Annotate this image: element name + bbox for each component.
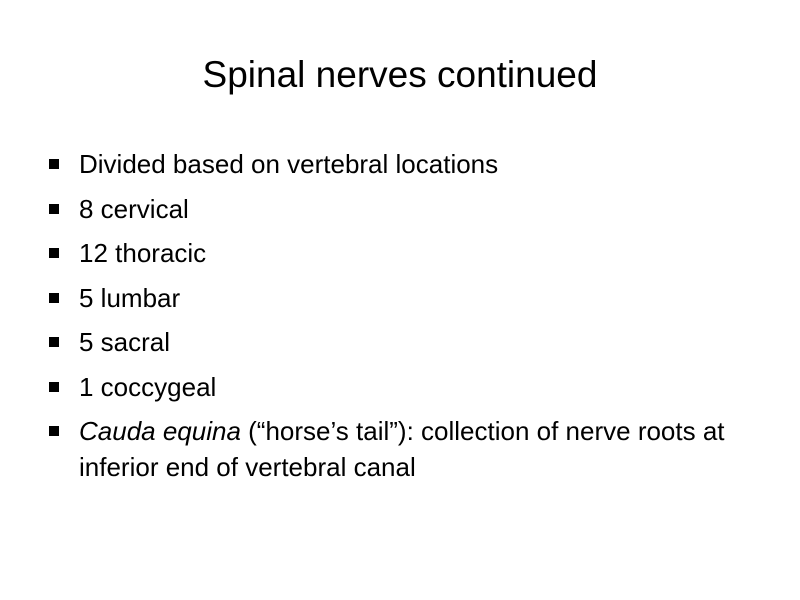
cauda-equina-definition: (“horse’s tail”): collection of nerve roots at inferior end of vertebral canal [79,416,725,482]
slide-title: Spinal nerves continued [202,54,598,95]
bullet-text: 5 sacral [79,327,171,357]
bullet-text: 1 coccygeal [79,371,217,402]
bullet-text: 5 lumbar [79,282,181,313]
square-bullet-icon [49,426,59,436]
cauda-equina-term: Cauda equina [79,416,241,446]
bullet-text: 8 cervical [79,193,189,224]
square-bullet-icon [49,159,59,169]
square-bullet-icon [49,293,59,303]
list-item [46,280,756,316]
list-item [46,146,756,182]
bullet-text: 12 thoracic [79,238,207,268]
square-bullet-icon [49,382,59,392]
list-item [46,191,756,227]
square-bullet-icon [49,248,59,258]
list-item-cauda-equina [46,413,756,485]
bullet-text: Divided based on vertebral locations [79,149,499,179]
square-bullet-icon [49,204,59,214]
list-item [46,324,756,360]
bullet-list [46,146,756,494]
square-bullet-icon [49,337,59,347]
list-item [46,369,756,405]
list-item [46,235,756,271]
